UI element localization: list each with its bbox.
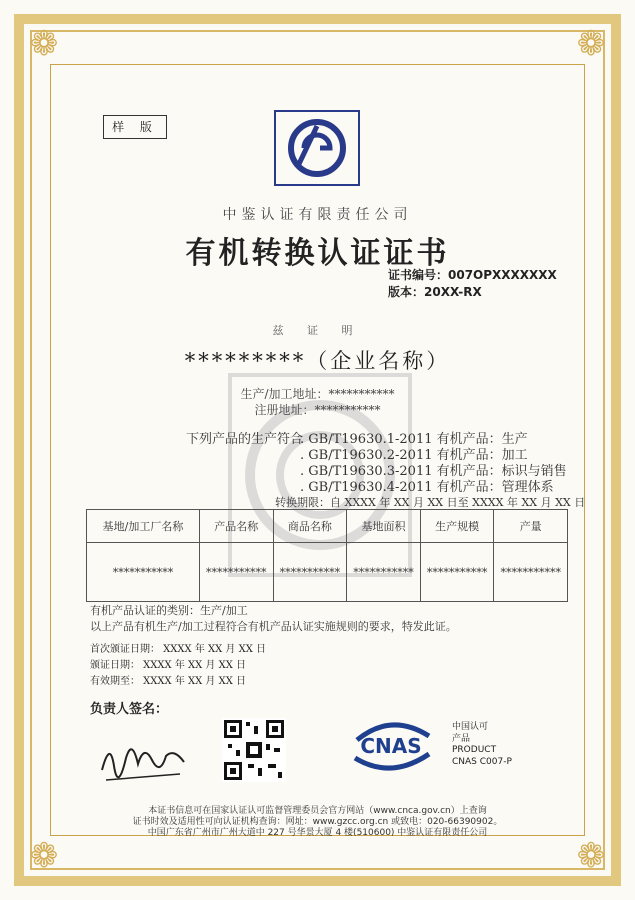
footer-line: 中国广东省广州市广州大道中 227 号华景大厦 4 楼(510600) 中鉴认证有限责任公司 [147, 828, 488, 838]
certificate-number: 证书编号：007OPXXXXXXX [388, 268, 557, 282]
sample-stamp: 样 版 [103, 115, 167, 139]
cnas-label: CNAS C007-P [452, 757, 512, 767]
company-logo-icon [274, 110, 360, 186]
table-cell: *********** [273, 543, 347, 602]
signature-label: 负责人签名： [90, 702, 169, 717]
valid-until-date: 有效期至： XXXX 年 XX 月 XX 日 [90, 676, 247, 687]
standard-line: . GB/T19630.3-2011 有机产品：标识与销售 [300, 464, 567, 479]
footer-line: 证书时效及适用性可向认证机构查询：网址：www.gzcc.org.cn 或致电：020-66390902。 [132, 817, 503, 827]
corner-ornament-icon: ❁ [29, 24, 59, 64]
corner-ornament-icon: ❁ [576, 24, 606, 64]
first-issue-date: 首次颁证日期： XXXX 年 XX 月 XX 日 [90, 644, 267, 655]
qr-code-icon[interactable] [222, 718, 286, 782]
cnas-label: 中国认可 [452, 722, 489, 732]
cnas-label: PRODUCT [452, 745, 497, 755]
certificate-title: 有机转换认证证书 [185, 236, 450, 271]
corner-ornament-icon: ❁ [576, 836, 606, 876]
cnas-logo-icon [349, 718, 433, 774]
certify-heading: 兹 证 明 [272, 324, 363, 337]
table-header: 基地面积 [347, 510, 421, 543]
table-cell: *********** [200, 543, 274, 602]
signature-icon [96, 730, 188, 786]
table-header: 商品名称 [273, 510, 347, 543]
table-header-row [87, 510, 568, 543]
table-cell: *********** [347, 543, 421, 602]
registered-address: 注册地址：*********** [254, 403, 381, 417]
table-header: 生产规模 [420, 510, 494, 543]
table-cell: *********** [494, 543, 568, 602]
standard-line: . GB/T19630.2-2011 有机产品：加工 [300, 448, 528, 463]
issue-date: 颁证日期： XXXX 年 XX 月 XX 日 [90, 660, 247, 671]
cnas-logo-text: CNAS [360, 734, 422, 758]
certified-company-name: *********（企业名称） [184, 349, 451, 373]
conversion-period: 转换期限：自 XXXX 年 XX 月 XX 日至 XXXX 年 XX 月 XX 日 [275, 496, 586, 509]
product-table [86, 509, 568, 602]
table-header: 产品名称 [200, 510, 274, 543]
conformity-statement: 以上产品有机生产/加工过程符合有机产品认证实施规则的要求，特发此证。 [90, 620, 457, 633]
standard-line: . GB/T19630.1-2011 有机产品：生产 [300, 432, 528, 447]
statement-intro: 下列产品的生产符合 [186, 432, 304, 447]
table-header: 基地/加工厂名称 [87, 510, 200, 543]
table-cell: *********** [420, 543, 494, 602]
standard-line: . GB/T19630.4-2011 有机产品：管理体系 [300, 480, 554, 495]
table-header: 产量 [494, 510, 568, 543]
corner-ornament-icon: ❁ [29, 836, 59, 876]
issuer-name: 中鉴认证有限责任公司 [222, 207, 413, 223]
footer-line: 本证书信息可在国家认证认可监督管理委员会官方网站（www.cnca.gov.cn）上查询 [148, 806, 487, 816]
production-address: 生产/加工地址：*********** [240, 387, 395, 401]
certification-category: 有机产品认证的类别：生产/加工 [90, 604, 248, 617]
table-row [87, 543, 568, 602]
cnas-label: 产品 [452, 734, 471, 744]
table-cell: *********** [87, 543, 200, 602]
certificate-version: 版本：20XX-RX [388, 285, 482, 299]
